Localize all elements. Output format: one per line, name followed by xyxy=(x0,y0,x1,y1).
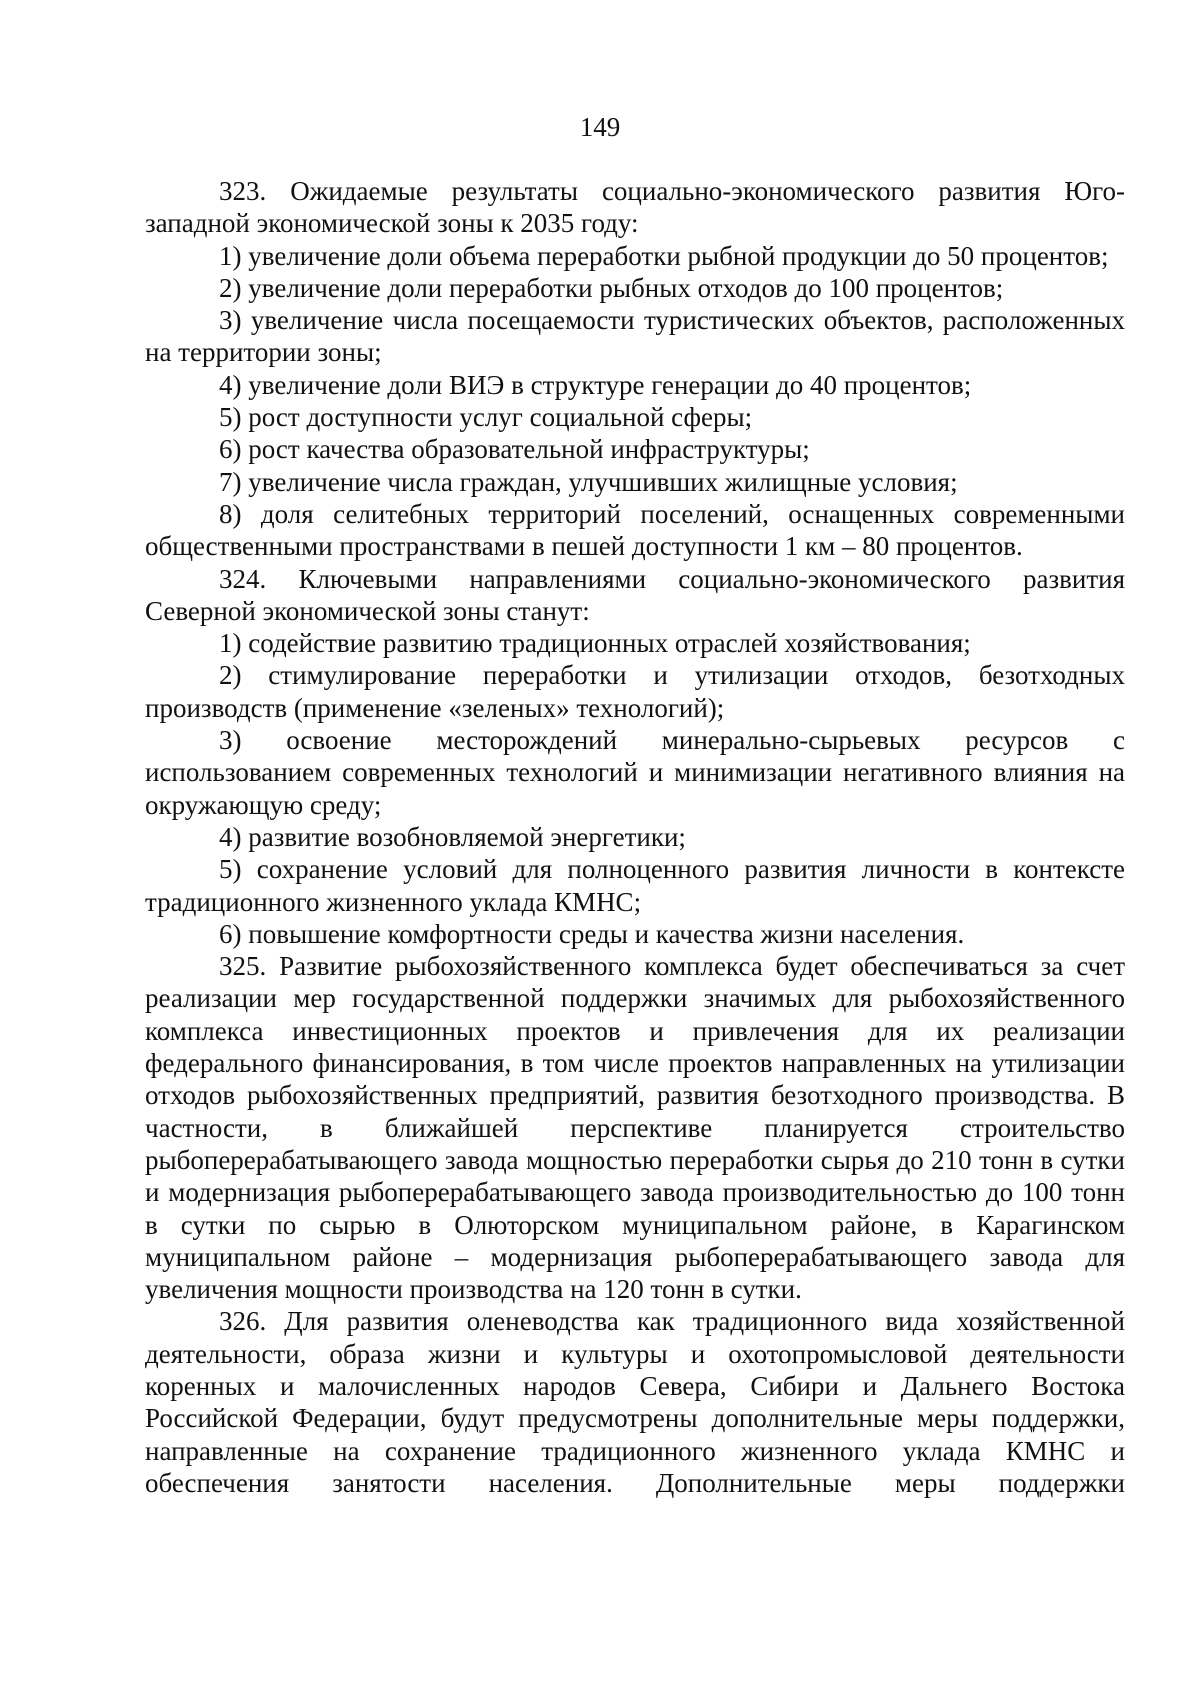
list-item: 1) увеличение доли объема переработки рыбной продукции до 50 процентов; xyxy=(219,240,1109,271)
paragraph-323-heading: 323. Ожидаемые результаты социально-экономического развития Юго-западной экономической зоны к 2035 году: xyxy=(145,176,1125,239)
list-item: 3) освоение месторождений минерально-сырьевых ресурсов с использованием современных технологий и минимизации негативного влияния на окружающую среду; xyxy=(145,725,1125,820)
paragraph-324-heading: 324. Ключевыми направлениями социально-экономического развития Северной экономической зоны станут: xyxy=(145,563,1125,626)
list-item: 4) увеличение доли ВИЭ в структуре генерации до 40 процентов; xyxy=(219,369,972,400)
document-body xyxy=(145,175,1125,1499)
list-item: 6) рост качества образовательной инфраструктуры; xyxy=(219,434,810,465)
list-item: 6) повышение комфортности среды и качества жизни населения. xyxy=(219,918,965,949)
list-item: 1) содействие развитию традиционных отраслей хозяйствования; xyxy=(219,628,971,659)
list-item: 2) увеличение доли переработки рыбных отходов до 100 процентов; xyxy=(219,272,1004,303)
list-item: 5) рост доступности услуг социальной сферы; xyxy=(219,402,753,433)
list-item: 4) развитие возобновляемой энергетики; xyxy=(219,821,686,852)
list-item: 8) доля селитебных территорий поселений, оснащенных современными общественными пространствами в пешей доступности 1 км – 80 процентов. xyxy=(145,498,1125,562)
page-number: 149 xyxy=(579,112,621,142)
paragraph-326: 326. Для развития оленеводства как традиционного вида хозяйственной деятельности, образа жизни и культуры и охотопромысловой деятельности коренных и малочисленных народов Севера, Сибири и Дальнего Востока Российской Федерации, будут предусмотрены дополнительные меры поддержки, направленные на сохранение традиционного жизненного уклада КМНС и обеспечения занятости населения. Дополнительные меры поддержки xyxy=(145,1306,1125,1498)
list-item: 5) сохранение условий для полноценного развития личности в контексте традиционного жизненного уклада КМНС; xyxy=(145,854,1125,917)
paragraph-325: 325. Развитие рыбохозяйственного комплекса будет обеспечиваться за счет реализации мер государственной поддержки значимых для рыбохозяйственного комплекса инвестиционных проектов и привлечения для их реализации федерального финансирования, в том числе проектов направленных на утилизации отходов рыбохозяйственных предприятий, развития безотходного производства. В частности, в ближайшей перспективе планируется строительство рыбоперерабатывающего завода мощностью переработки сырья до 210 тонн в сутки и модернизация рыбоперерабатывающего завода производительностью до 100 тонн в сутки по сырью в Олюторском муниципальном районе, в Карагинском муниципальном районе – модернизация рыбоперерабатывающего завода для увеличения мощности производства на 120 тонн в сутки. xyxy=(145,951,1125,1305)
list-item: 7) увеличение числа граждан, улучшивших жилищные условия; xyxy=(219,466,958,497)
list-item: 3) увеличение числа посещаемости туристических объектов, расположенных на территории зоны; xyxy=(145,305,1125,368)
list-item: 2) стимулирование переработки и утилизации отходов, безотходных производств (применение «зеленых» технологий); xyxy=(145,660,1125,723)
